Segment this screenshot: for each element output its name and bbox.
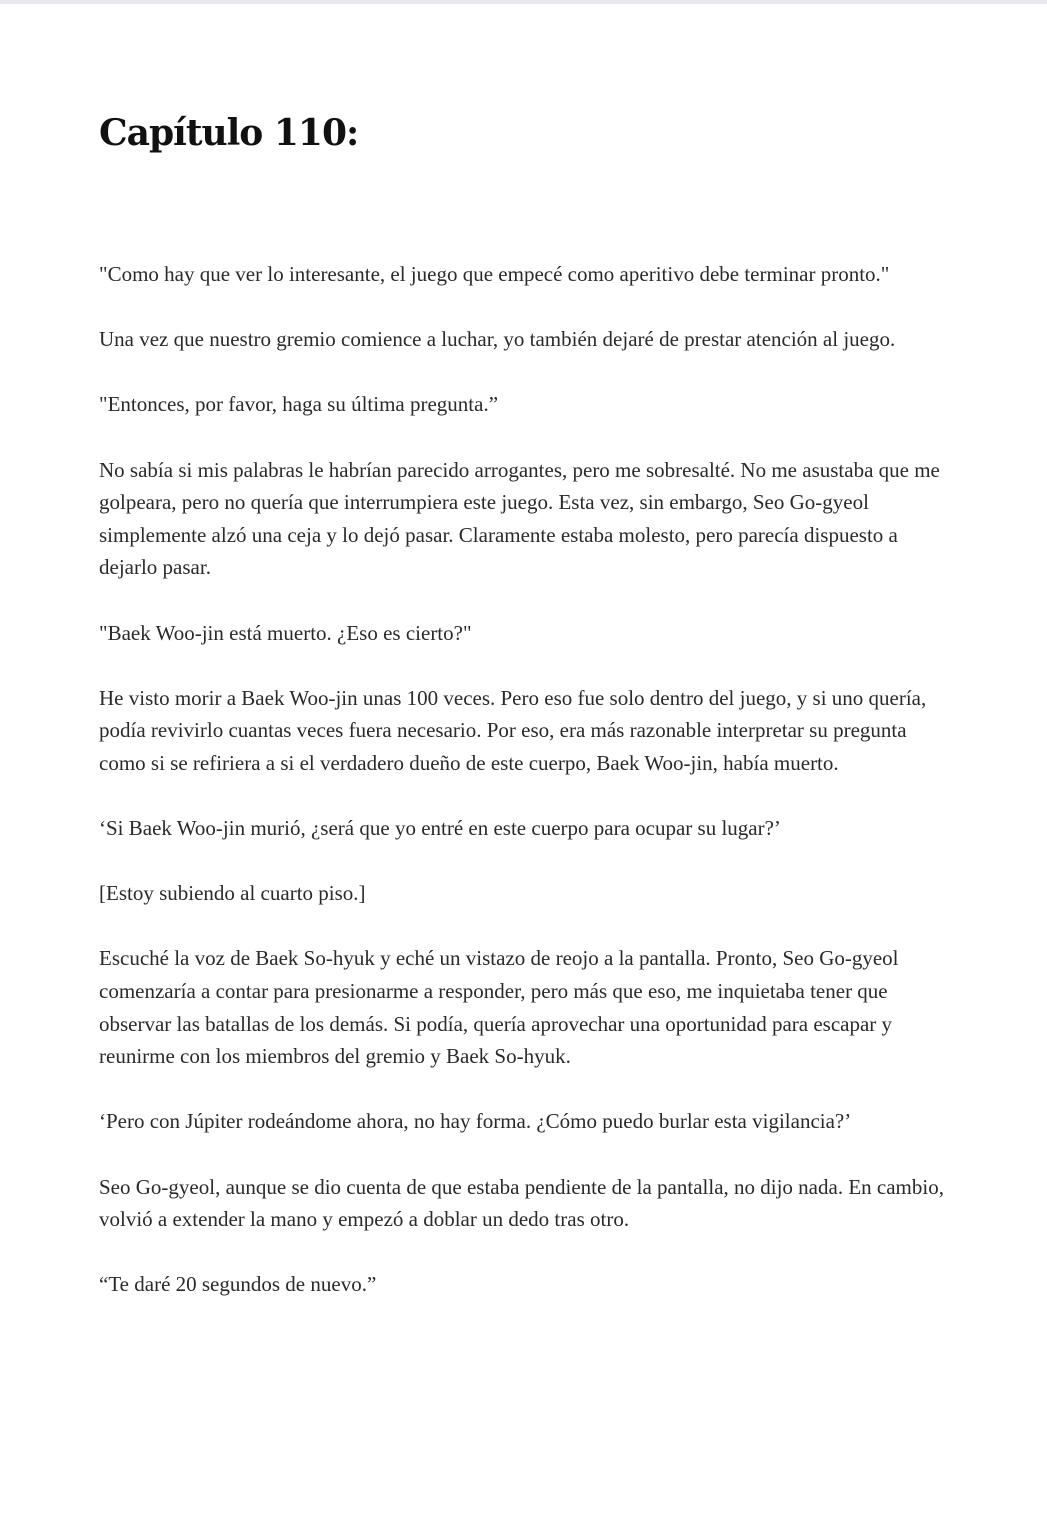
chapter-title: Capítulo 110: [99, 112, 359, 154]
paragraph: ‘Si Baek Woo-jin murió, ¿será que yo entré en este cuerpo para ocupar su lugar?’ [99, 816, 781, 841]
paragraph: Una vez que nuestro gremio comience a luchar, yo también dejaré de prestar atención al juego. [99, 327, 896, 352]
paragraph: ‘Pero con Júpiter rodeándome ahora, no hay forma. ¿Cómo puedo burlar esta vigilancia?’ [99, 1109, 852, 1134]
paragraph: "Entonces, por favor, haga su última pregunta.” [99, 392, 499, 417]
paragraph: [Estoy subiendo al cuarto piso.] [99, 881, 366, 906]
paragraph: "Como hay que ver lo interesante, el juego que empecé como aperitivo debe terminar pronto." [99, 262, 890, 286]
paragraph: "Baek Woo-jin está muerto. ¿Eso es cierto?" [99, 620, 472, 645]
paragraph: Escuché la voz de Baek So-hyuk y eché un vistazo de reojo a la pantalla. Pronto, Seo Go-gyeol comenzaría a contar para presionarme a responder, pero más que eso, me inquietaba tener que observar las batallas de los demás. Si podía, quería aprovechar una oportunidad para escapar y reunirme con los miembros del gremio y Baek So-hyuk. [99, 946, 899, 1069]
paragraph: He visto morir a Baek Woo-jin unas 100 veces. Pero eso fue solo dentro del juego, y si uno quería, podía revivirlo cuantas veces fuera necesario. Por eso, era más razonable interpretar su pregunta como si se refiriera a si el verdadero dueño de este cuerpo, Baek Woo-jin, había muerto. [99, 685, 927, 775]
paragraph: No sabía si mis palabras le habrían parecido arrogantes, pero me sobresalté. No me asustaba que me golpeara, pero no quería que interrumpiera este juego. Esta vez, sin embargo, Seo Go-gyeol simplemente alzó una ceja y lo dejó pasar. Claramente estaba molesto, pero parecía dispuesto a dejarlo pasar. [99, 457, 940, 580]
paragraph: Seo Go-gyeol, aunque se dio cuenta de que estaba pendiente de la pantalla, no dijo nada. En cambio, volvió a extender la mano y empezó a doblar un dedo tras otro. [99, 1174, 944, 1232]
paragraph: “Te daré 20 segundos de nuevo.” [99, 1272, 377, 1297]
chapter-body [99, 258, 947, 1334]
